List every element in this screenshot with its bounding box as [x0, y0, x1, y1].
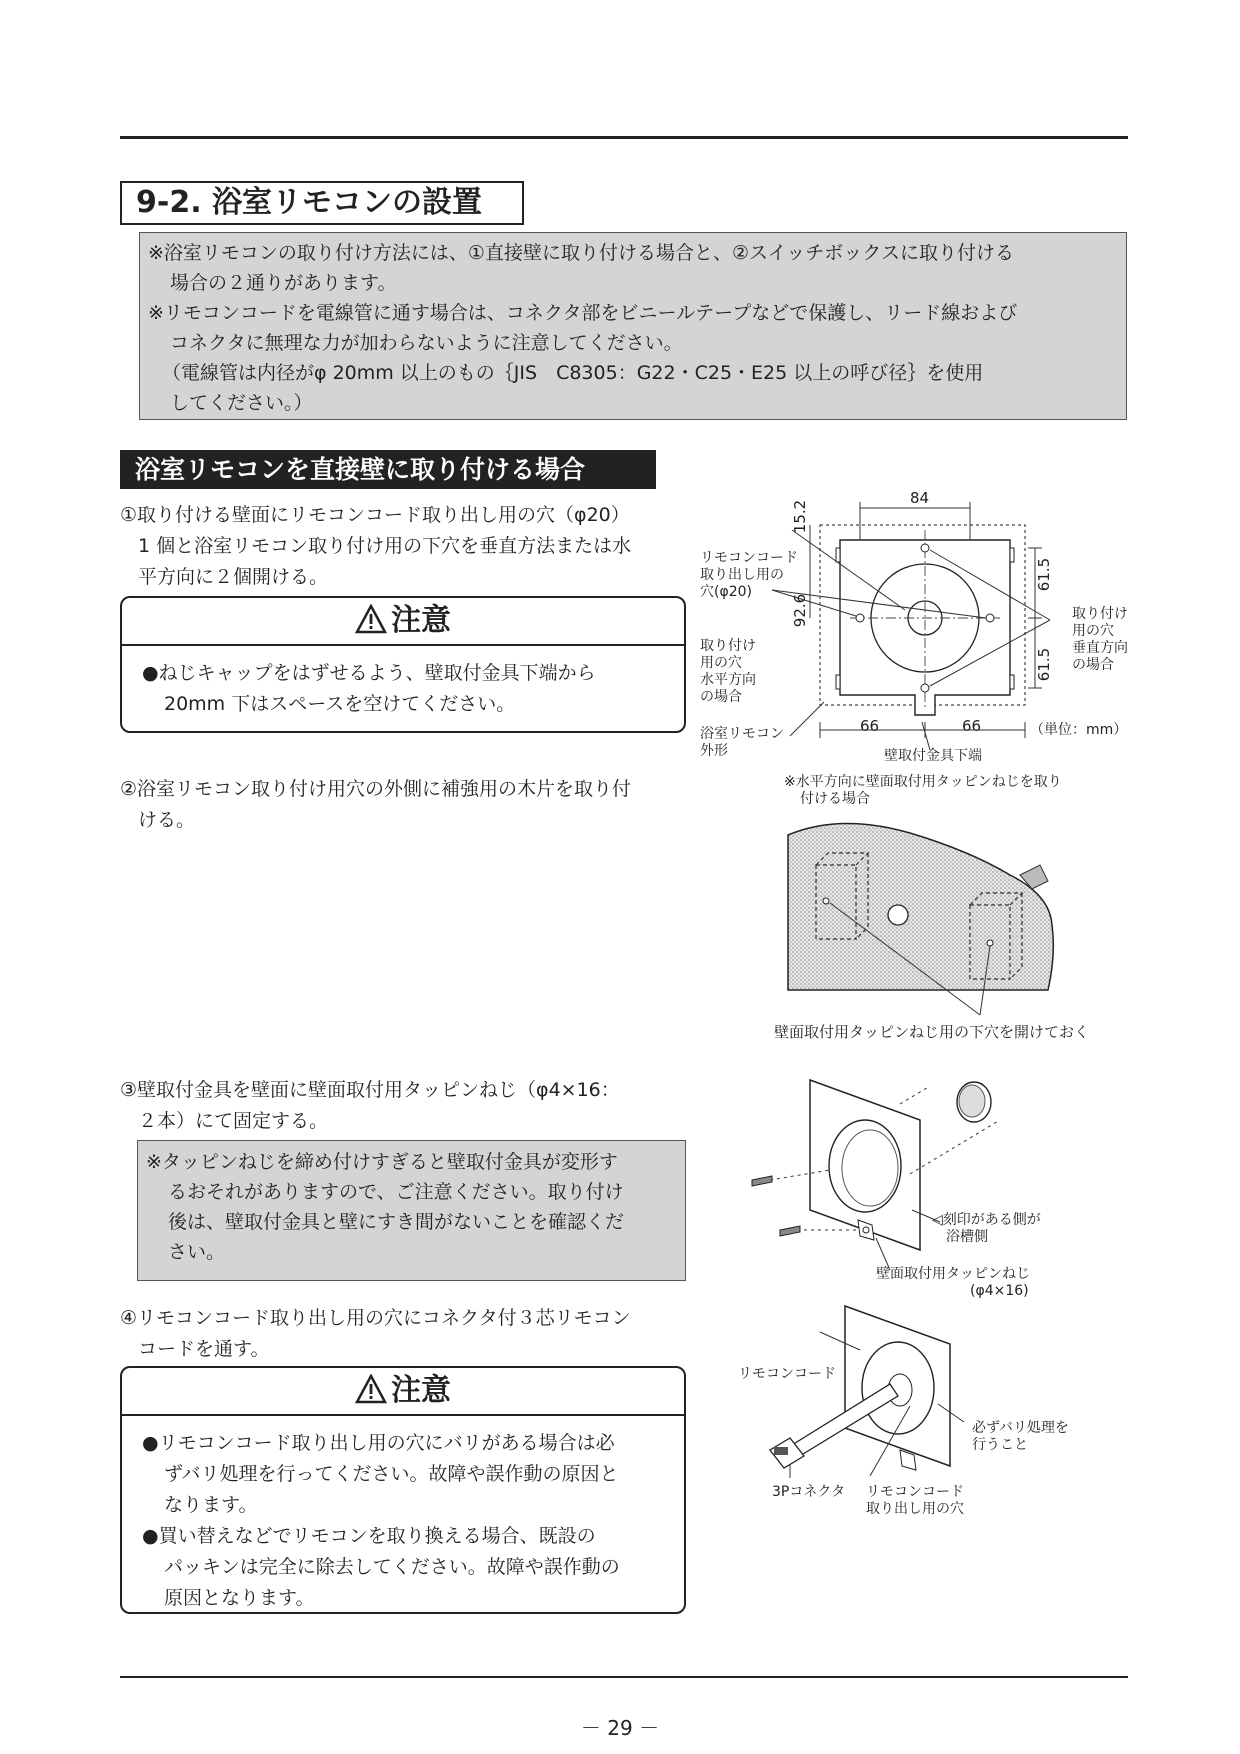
top-rule: [120, 136, 1128, 139]
caution-item: 20mm 下はスペースを空けてください。: [164, 693, 516, 715]
dim-15-2: 15.2: [791, 499, 810, 534]
label-3p-connector: 3Pコネクタ: [772, 1484, 846, 1500]
intro-note-box: [139, 232, 1127, 420]
caution-header: [122, 1368, 684, 1416]
step-1-line: 平方向に２個開ける。: [138, 566, 329, 588]
label-bottom-edge: 壁取付金具下端: [884, 748, 982, 764]
label-remote-cord: リモコンコード: [738, 1366, 836, 1382]
step-2-line: ②浴室リモコン取り付け用穴の外側に補強用の木片を取り付: [120, 778, 632, 800]
caution-item: 原因となります。: [164, 1587, 315, 1609]
caution-list: [122, 646, 684, 720]
step-3-line: ２本）にて固定する。: [138, 1110, 329, 1132]
caution-header: [122, 598, 684, 646]
dim-84: 84: [910, 489, 930, 507]
fig2-label: 壁面取付用タッピンねじ用の下穴を開けておく: [774, 1023, 1090, 1041]
intro-note-line: ※リモコンコードを電線管に通す場合は、コネクタ部をビニールテープなどで保護し、リード線および: [148, 302, 1018, 324]
label-cord-hole: リモコンコード 取り出し用の 穴(φ20): [700, 550, 798, 600]
label-mark-side: ◁刻印がある側が 浴槽側: [932, 1212, 1041, 1245]
dim-92-6: 92.6: [791, 593, 810, 628]
label-horizontal-holes: 取り付け 用の穴 水平方向 の場合: [700, 638, 756, 705]
warning-triangle-icon: [355, 1374, 387, 1404]
label-cord-exit-hole: リモコンコード 取り出し用の穴: [866, 1484, 964, 1517]
step-4-line: コードを通す。: [138, 1338, 270, 1360]
note-line: 後は、壁取付金具と壁にすき間がないことを確認くだ: [168, 1211, 625, 1233]
dim-66-right: 66: [962, 717, 982, 735]
caution-item: なります。: [164, 1494, 258, 1516]
caution-box-2: [120, 1366, 686, 1614]
intro-note-line: 場合の２通りがあります。: [170, 272, 397, 294]
dim-66-left: 66: [860, 717, 880, 735]
cord-routing-diagram: [760, 1300, 990, 1480]
tapping-screw-note: [137, 1140, 686, 1281]
label-unit: （単位：mm）: [1030, 722, 1128, 738]
label-remote-outline: 浴室リモコン 外形: [700, 726, 784, 759]
intro-note-line: （電線管は内径がφ 20mm 以上のもの｛JIS C8305：G22・C25・E25 以上の呼び径｝を使用: [162, 362, 984, 384]
wall-reinforcement-diagram: [780, 815, 1070, 1025]
page-number: － 29 －: [580, 1716, 660, 1740]
note-line: さい。: [168, 1241, 226, 1263]
bottom-rule: [120, 1676, 1128, 1678]
step-4-line: ④リモコンコード取り出し用の穴にコネクタ付３芯リモコン: [120, 1307, 631, 1329]
note-line: るおそれがありますので、ご注意ください。取り付け: [168, 1181, 624, 1203]
note-line: ※タッピンねじを締め付けすぎると壁取付金具が変形す: [146, 1151, 618, 1173]
step-1-line: ①取り付ける壁面にリモコンコード取り出し用の穴（φ20）: [120, 504, 630, 526]
caution-item: ●ねじキャップをはずせるよう、壁取付金具下端から: [142, 662, 596, 684]
step-2-line: ける。: [138, 809, 196, 831]
fig2-caption: ※水平方向に壁面取付用タッピンねじを取り 付ける場合: [784, 774, 1062, 807]
section-title: 9-2. 浴室リモコンの設置: [120, 181, 524, 225]
intro-note-line: ※浴室リモコンの取り付け方法には、①直接壁に取り付ける場合と、②スイッチボックスに取り付ける: [148, 242, 1015, 264]
subsection-heading: 浴室リモコンを直接壁に取り付ける場合: [120, 450, 656, 489]
step-3: [120, 1075, 690, 1137]
caution-item: パッキンは完全に除去してください。故障や誤作動の: [164, 1556, 620, 1578]
label-vertical-holes: 取り付け 用の穴 垂直方向 の場合: [1072, 606, 1128, 673]
intro-note-line: コネクタに無理な力が加わらないように注意してください。: [170, 332, 683, 354]
step-1: [120, 500, 690, 593]
dim-61-5-top: 61.5: [1035, 557, 1054, 592]
warning-triangle-icon: [355, 604, 387, 634]
caution-item: ●買い替えなどでリモコンを取り換える場合、既設の: [142, 1525, 596, 1547]
step-2: [120, 774, 690, 836]
label-tapping-screw: 壁面取付用タッピンねじ (φ4×16): [876, 1266, 1030, 1299]
caution-item: ずバリ処理を行ってください。故障や誤作動の原因と: [164, 1463, 619, 1485]
step-4: [120, 1303, 690, 1365]
step-1-line: 1 個と浴室リモコン取り付け用の下穴を垂直方法または水: [138, 535, 632, 557]
step-3-line: ③壁取付金具を壁面に壁面取付用タッピンねじ（φ4×16：: [120, 1079, 620, 1101]
caution-box-1: [120, 596, 686, 733]
caution-list: [122, 1416, 684, 1614]
caution-title: 注意: [391, 603, 451, 638]
dim-61-5-bottom: 61.5: [1035, 647, 1054, 682]
label-burr-treatment: 必ずバリ処理を 行うこと: [972, 1420, 1069, 1453]
intro-note-line: してください。）: [170, 392, 313, 414]
caution-title: 注意: [391, 1373, 451, 1408]
caution-item: ●リモコンコード取り出し用の穴にバリがある場合は必: [142, 1432, 615, 1454]
